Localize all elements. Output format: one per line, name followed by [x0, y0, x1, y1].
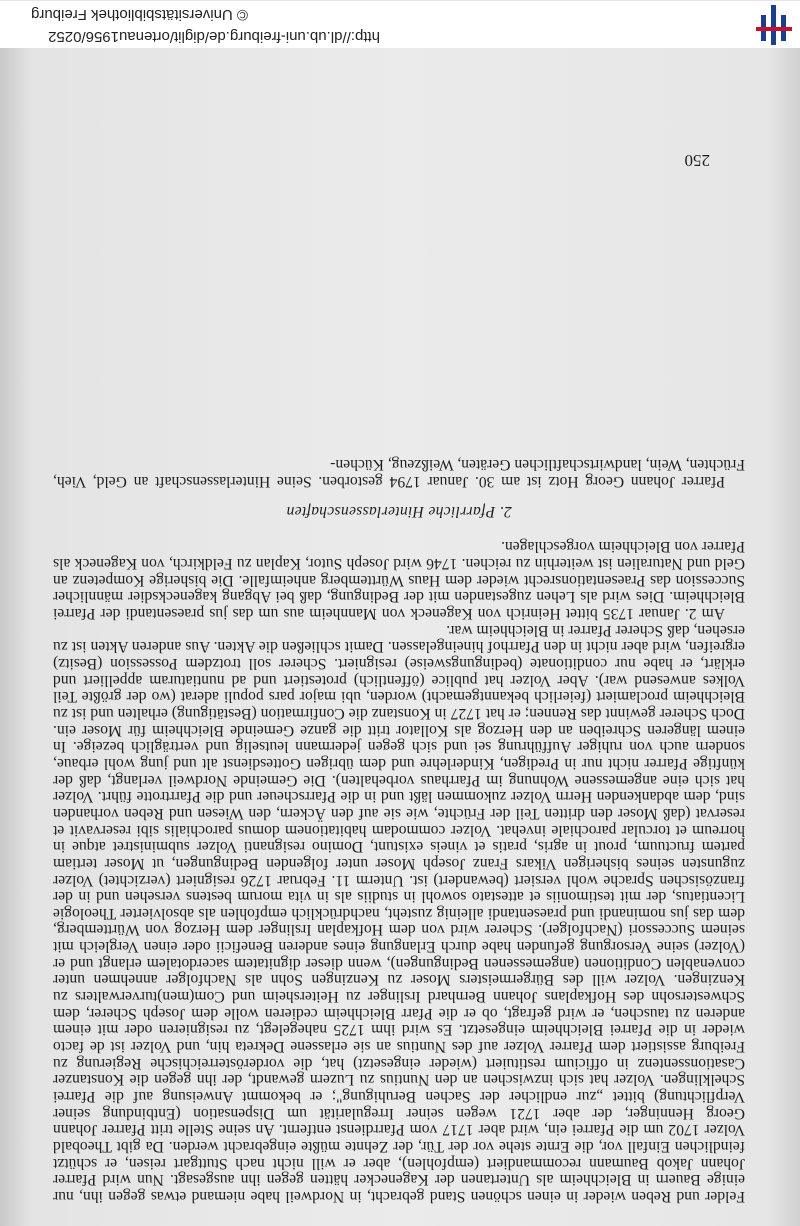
- rotated-page-content: [0, 48, 800, 1226]
- library-header-strip: [0, 0, 800, 49]
- university-library-logo-icon: [756, 5, 792, 45]
- paragraph-1: Felder und Reben wieder in einen schönen Stand gebracht, in Nordweil habe niemand etwas gegen ihn, nur einige Bauern in Bleichheim als Untertanen der Kagenecker hätten gegen ihn ausgesagt. Nun wird Pfarrer Johann Jakob Baumann recommandiert (empfohlen), aber er will nicht nach Stuttgart reisen, er schützt feindlichen Einfall vor, die Ernte stehe vor der Tür, der Zehnte müßte eingebracht werden. Da gibt Theobald Volzer 1702 um die Pfarrei ein, wird aber 1717 vom Pfarrdienst entfernt. An seine Stelle tritt Pfarrer Johann Georg Henninger, der aber 1721 wegen seiner Irregularität um Dispensation (Entbindung seiner Verpflichtung) bittet „zur endlicher der Sachen Beruhigung"; er bekommt Anweisung auf die Pfarrei Schelklingen. Volzer hat sich inzwischen an den Nuntius zu Luzern gewandt, der ihn gegen die Konstanzer Casationssentenz in officium restituiert (wieder eingesetzt) hat, die vorderösterreichische Regierung zu Freiburg assistiert dem Pfarrer Volzer auf des Nuntius an sie erlassene Dekreta hin, und Volzer ist de facto wieder in die Pfarrei Bleichheim eingesetzt. Es wird ihm 1725 nahegelegt, zu resignieren oder mit einem anderen zu tauschen, er wird gefragt, ob er die Pfarr Bleichheim cedieren wolle dem Joseph Scherer, dem Schwestersohn des Hofkaplans Johann Bernhard Irslinger zu Heitersheim und Com(men)turverwalters zu Kenzingen. Volzer will des Bürgermeisters Moser zu Kenzingen Sohn als Nachfolger annehmen unter convenablen Conditionen (angemessenen Bedingungen), wenn dieser dignitatem sacerdotalem erlangt und er (Volzer) seine Versorgung gefunden habe durch Erlangung eines anderen Beneficii oder einen Vergleich mit seinem Successori (Nachfolger). Scherer wird von dem Hofkaplan Irslinger dem Herzog von Württemberg, dem das jus nominandi und praesentandi alleinig zusteht, nachdrücklich empfohlen als absolvierter Theologie Licentiatus, der mit testimoniis et attestato sowohl in studiis als in vita morum bestens versehen und in der französischen Sprache wohl versiert (bewandert) ist. Unterm 11. Februar 1726 resigniert (verzichtet) Volzer zugunsten seines bisherigen Vikars Franz Joseph Moser unter folgenden Bedingungen, ut Moser tertiam partem fructuum, prout in agris, pratis et vineis existunt, Domino resignanti Volzer subministret atque in horreum et torcular parochiale invehat. Volzer commodam habitationem domus parochialis sibi reservavit et reservat (daß Moser den dritten Teil der Früchte, wie sie auf den Äckern, den Wiesen und Reben vorhanden sind, dem abdankenden Herrn Volzer zukommen läßt und in die Pfarrscheuer und die Pfarrtrotte führt. Volzer hat sich eine angemessene Wohnung im Pfarrhaus vorbehalten). Die Gemeinde Nordweil verlangt, daß der künftige Pfarrer nicht nur in Predigen, Kinderlehre und dem übrigen Gottesdienst alt und jung wohl erbaue, sondern auch von ruhiger Aufführung sei und sich gegen jedermann leutselig und verträglich bezeige. In einem längeren Schreiben an den Herzog als Kollator tritt die ganze Gemeinde Bleichheim für Moser ein. Doch Scherer gewinnt das Rennen; er hat 1727 in Konstanz die Confirmation (Bestätigung) erhalten und ist zu Bleichheim proclamiert (feierlich bekanntgemacht) worden, ubi major pars populi aderat (wo der größte Teil Volkes anwesend war). Aber Volzer hat publice (öffentlich) protestiert und ad nuntiaturam appelliert und erklärt, er habe nur conditionate (bedingungsweise) resigniert. Scherer soll trotzdem Possession (Besitz) ergreifen, wird aber nicht in den Pfarrhof hineingelassen. Damit schließen die Akten. Aus anderen Akten ist zu ersehen, daß Scherer Pfarrer in Bleichheim war.: [53, 621, 745, 1205]
- paragraph-2: Am 2. Januar 1735 bittet Heinrich von Kageneck von Mannheim aus um das jus praesentandi der Pfarrei Bleichheim. Dies wird als Lehen zugestanden mit der Bedingung, daß bei Abgang kagenecksdier männlicher Succession das Praesentationsrecht wieder dem Haus Württemberg anheimfalle. Die bisherige Kompetenz an Geld und Naturalien ist weiterhin zu reichen. 1746 wird Joseph Sutor, Kaplan zu Feldkirch, von Kageneck als Pfarrer von Bleichheim vorgeschlagen.: [53, 538, 745, 623]
- section-paragraph: Pfarrer Johann Georg Hotz ist am 30. Januar 1794 gestorben. Seine Hinterlassenschaft an Geld, Vieh, Früchten, Wein, landwirtschaftlichen Geräten, Weißzeug, Küchen-: [53, 456, 745, 491]
- copyright-notice: © Universitätsbibliothek Freiburg: [31, 6, 248, 23]
- body-text: [53, 456, 745, 1204]
- scanned-page: [0, 48, 800, 1226]
- section-heading: 2. Pfarrliche Hinterlassenschaften: [286, 502, 512, 520]
- page-number: 250: [684, 151, 710, 170]
- source-url[interactable]: http://dl.ub.uni-freiburg.de/diglit/ortenau1956/0252: [48, 28, 380, 45]
